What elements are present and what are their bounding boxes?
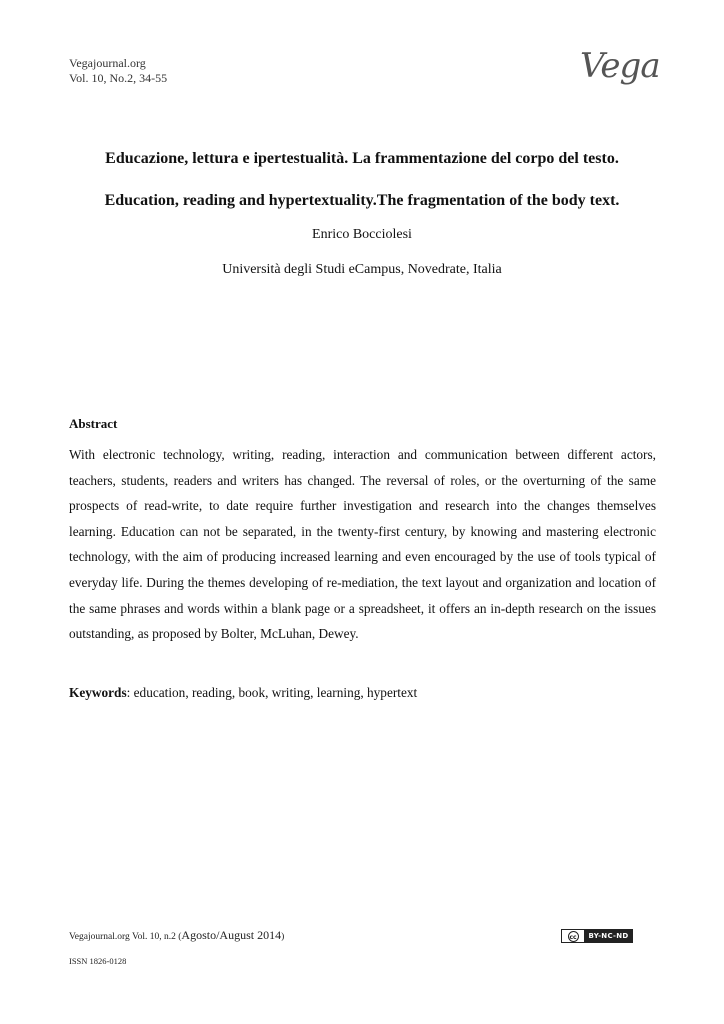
cc-license-badge[interactable] xyxy=(561,929,633,943)
cc-license-terms: BY-NC-ND xyxy=(585,930,632,942)
cc-icon: cc xyxy=(562,930,585,942)
abstract-heading: Abstract xyxy=(69,416,118,431)
footer-citation xyxy=(69,928,284,943)
author-affiliation: Università degli Studi eCampus, Novedrate, Italia xyxy=(222,262,502,277)
keywords-label: Keywords xyxy=(69,685,127,700)
footer-issn: ISSN 1826-0128 xyxy=(69,956,127,966)
footer-citation-text: Vegajournal.org Vol. 10, n.2 ( xyxy=(69,932,182,942)
journal-volume: Vol. 10, No.2, 34-55 xyxy=(69,71,168,85)
vega-logo: Vega xyxy=(580,46,660,86)
footer-close-paren: ) xyxy=(281,932,285,942)
journal-site: Vegajournal.org xyxy=(69,56,146,70)
abstract-body: With electronic technology, writing, reading, interaction and communication between different actors, teachers, students, readers and writers has changed. The reversal of roles, or the overturning of the same prospects of read-write, to date require further investigation and research into the changes themselves learning. Education can not be separated, in the twenty-first century, by knowing and mastering electronic technology, with the aim of producing increased learning and even encouraged by the use of tools typical of everyday life. During the themes developing of re-mediation, the text layout and organization and location of the same phrases and words within a blank page or a spreadsheet, it offers an in-depth research on the issues outstanding, as proposed by Bolter, McLuhan, Dewey. xyxy=(69,447,656,642)
journal-header xyxy=(69,56,167,86)
title-english: Education, reading and hypertextuality.The fragmentation of the body text. xyxy=(104,192,620,209)
title-italian: Educazione, lettura e ipertestualità. La frammentazione del corpo del testo. xyxy=(105,150,619,167)
keywords xyxy=(69,683,656,703)
keywords-list: : education, reading, book, writing, learning, hypertext xyxy=(126,685,418,700)
author-name: Enrico Bocciolesi xyxy=(312,227,412,242)
footer-date: Agosto/August 2014 xyxy=(181,928,282,942)
